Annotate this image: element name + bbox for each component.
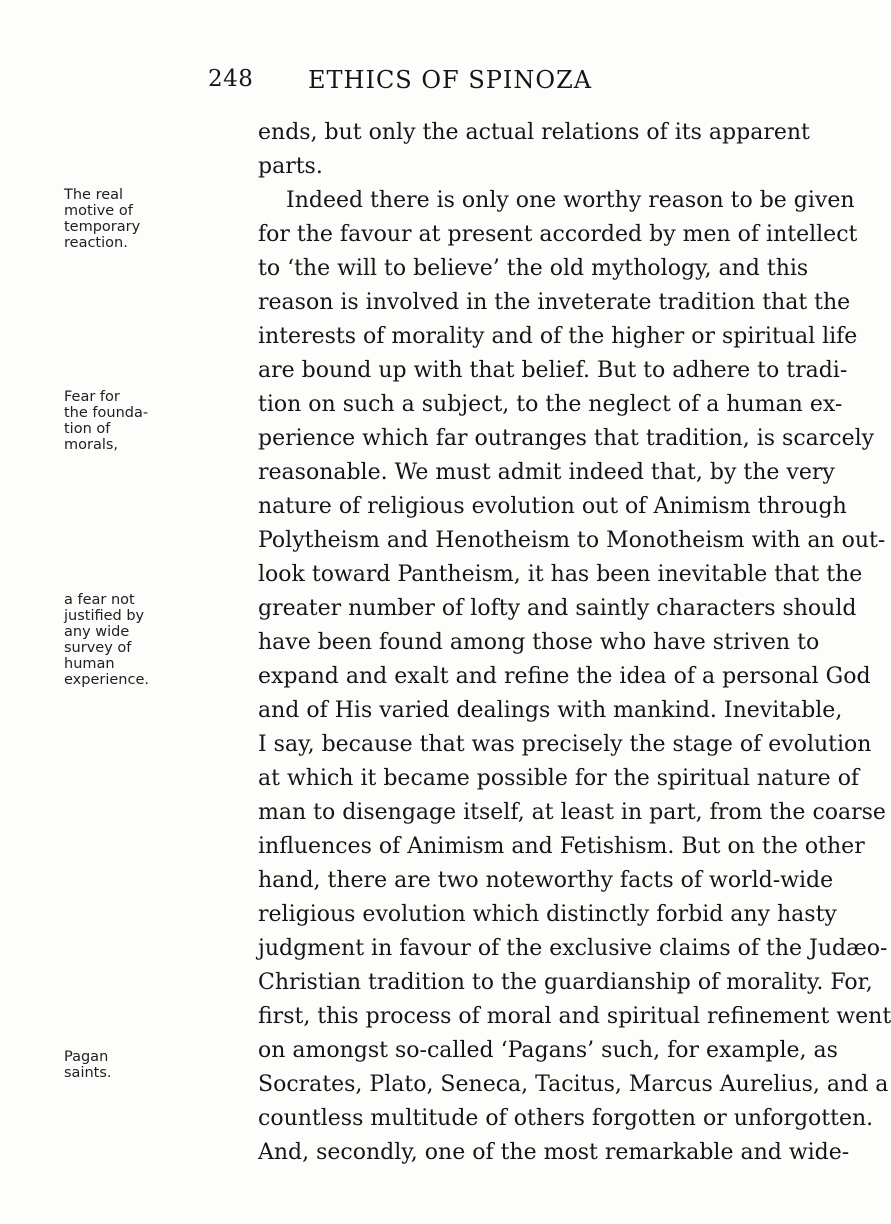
text-line: on amongst so-called ‘Pagans’ such, for example, as bbox=[258, 1038, 838, 1063]
body-text bbox=[258, 116, 891, 1170]
sidenote-pagan-saints bbox=[64, 1049, 184, 1081]
page-number: 248 bbox=[208, 66, 254, 92]
text-line: judgment in favour of the exclusive claims of the Judæo- bbox=[258, 936, 888, 961]
sidenote-fear-for-foundation bbox=[64, 389, 184, 453]
running-title: ETHICS OF SPINOZA bbox=[308, 66, 593, 94]
text-line: for the favour at present accorded by men of intellect bbox=[258, 222, 858, 247]
text-line: countless multitude of others forgotten or unforgotten. bbox=[258, 1106, 874, 1131]
text-line: tion on such a subject, to the neglect of a human ex- bbox=[258, 392, 843, 417]
text-line: look toward Pantheism, it has been inevitable that the bbox=[258, 562, 863, 587]
text-line: I say, because that was precisely the stage of evolution bbox=[258, 732, 872, 757]
sidenote-line: temporary bbox=[64, 219, 141, 235]
text-line: are bound up with that belief. But to adhere to tradi- bbox=[258, 358, 848, 383]
text-line: perience which far outranges that tradition, is scarcely bbox=[258, 426, 875, 451]
page-header bbox=[0, 66, 800, 102]
sidenote-line: reaction. bbox=[64, 235, 128, 251]
text-line: Polytheism and Henotheism to Monotheism with an out- bbox=[258, 528, 886, 553]
text-line: and of His varied dealings with mankind. Inevitable, bbox=[258, 698, 843, 723]
text-line: Socrates, Plato, Seneca, Tacitus, Marcus Aurelius, and a bbox=[258, 1072, 889, 1097]
text-line: reasonable. We must admit indeed that, by the very bbox=[258, 460, 835, 485]
text-line: expand and exalt and refine the idea of a personal God bbox=[258, 664, 871, 689]
text-line: to ‘the will to believe’ the old mythology, and this bbox=[258, 256, 809, 281]
sidenote-line: survey of bbox=[64, 640, 132, 656]
text-line: Christian tradition to the guardianship of morality. For, bbox=[258, 970, 873, 995]
text-line: greater number of lofty and saintly characters should bbox=[258, 596, 857, 621]
sidenote-line: The real bbox=[64, 187, 124, 203]
text-line: man to disengage itself, at least in part, from the coarse bbox=[258, 800, 886, 825]
text-line: hand, there are two noteworthy facts of world-wide bbox=[258, 868, 834, 893]
sidenote-line: Pagan bbox=[64, 1049, 109, 1065]
sidenote-line: any wide bbox=[64, 624, 130, 640]
sidenote-line: justified by bbox=[64, 608, 145, 624]
text-line: And, secondly, one of the most remarkable and wide- bbox=[258, 1140, 850, 1165]
sidenote-real-motive bbox=[64, 187, 184, 251]
text-line: Indeed there is only one worthy reason to be given bbox=[286, 188, 855, 213]
sidenote-line: the founda- bbox=[64, 405, 149, 421]
sidenote-fear-not-justified bbox=[64, 592, 184, 688]
text-line: parts. bbox=[258, 154, 323, 179]
text-line: at which it became possible for the spiritual nature of bbox=[258, 766, 860, 791]
text-line: reason is involved in the inveterate tradition that the bbox=[258, 290, 851, 315]
sidenote-line: motive of bbox=[64, 203, 133, 219]
sidenote-line: experience. bbox=[64, 672, 149, 688]
sidenote-line: a fear not bbox=[64, 592, 135, 608]
text-line: influences of Animism and Fetishism. But on the other bbox=[258, 834, 865, 859]
text-line: ends, but only the actual relations of its apparent bbox=[258, 120, 810, 145]
sidenote-line: morals, bbox=[64, 437, 119, 453]
text-line: nature of religious evolution out of Animism through bbox=[258, 494, 847, 519]
sidenote-line: saints. bbox=[64, 1065, 112, 1081]
text-line: interests of morality and of the higher or spiritual life bbox=[258, 324, 858, 349]
text-line: first, this process of moral and spiritual refinement went bbox=[258, 1004, 891, 1029]
sidenote-line: tion of bbox=[64, 421, 111, 437]
text-line: religious evolution which distinctly forbid any hasty bbox=[258, 902, 837, 927]
text-line: have been found among those who have striven to bbox=[258, 630, 820, 655]
sidenote-line: Fear for bbox=[64, 389, 120, 405]
sidenote-line: human bbox=[64, 656, 115, 672]
